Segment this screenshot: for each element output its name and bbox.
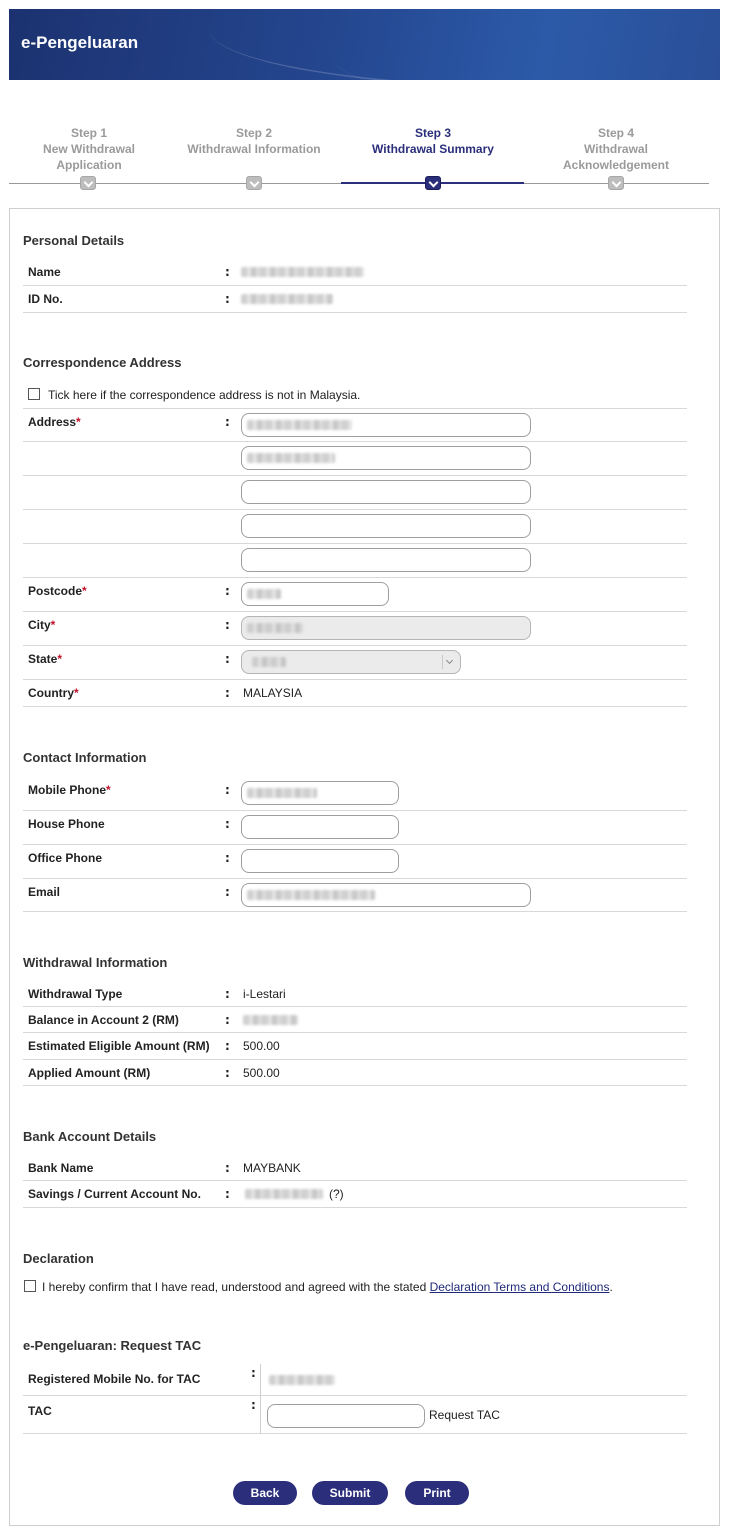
personal-details-title: Personal Details bbox=[23, 233, 125, 248]
office-phone-input[interactable] bbox=[241, 849, 399, 873]
address-row-2 bbox=[23, 442, 687, 476]
address-row-4 bbox=[23, 510, 687, 544]
email-row: Email : bbox=[23, 879, 687, 912]
postcode-row: Postcode* : bbox=[23, 578, 687, 612]
office-phone-row: Office Phone : bbox=[23, 845, 687, 879]
house-phone-input[interactable] bbox=[241, 815, 399, 839]
bank-name-row: Bank Name : MAYBANK bbox=[23, 1155, 687, 1181]
withdrawal-type-value: i-Lestari bbox=[243, 987, 286, 1001]
postcode-input[interactable] bbox=[241, 582, 389, 606]
state-row: State* : bbox=[23, 646, 687, 680]
correspondence-address-title: Correspondence Address bbox=[23, 355, 182, 370]
tac-mobile-redacted bbox=[269, 1375, 335, 1385]
declaration-terms-link[interactable]: Declaration Terms and Conditions bbox=[429, 1280, 610, 1294]
step-1-marker-icon bbox=[80, 176, 96, 190]
mobile-phone-row: Mobile Phone* : bbox=[23, 777, 687, 811]
state-select[interactable] bbox=[241, 650, 461, 674]
request-tac-title: e-Pengeluaran: Request TAC bbox=[23, 1338, 202, 1353]
house-phone-row: House Phone : bbox=[23, 811, 687, 845]
step-1: Step 1 New Withdrawal Application bbox=[43, 126, 135, 172]
chevron-down-icon bbox=[442, 655, 456, 669]
back-button[interactable]: Back bbox=[233, 1481, 297, 1505]
step-3-marker-icon bbox=[425, 176, 441, 190]
print-button[interactable]: Print bbox=[405, 1481, 469, 1505]
bank-account-details-title: Bank Account Details bbox=[23, 1129, 157, 1144]
progress-stepper bbox=[9, 125, 709, 195]
address-line-4-input[interactable] bbox=[241, 514, 531, 538]
applied-amount-row: Applied Amount (RM) : 500.00 bbox=[23, 1060, 687, 1086]
summary-panel bbox=[9, 208, 720, 1526]
step-4: Step 4 Withdrawal Acknowledgement bbox=[562, 126, 670, 172]
name-value-redacted bbox=[241, 267, 364, 277]
app-title: e-Pengeluaran bbox=[21, 33, 139, 52]
id-value-redacted bbox=[241, 294, 333, 304]
city-row: City* : bbox=[23, 612, 687, 646]
tac-input[interactable] bbox=[267, 1404, 425, 1428]
request-tac-link[interactable]: Request TAC bbox=[429, 1408, 500, 1422]
mobile-phone-input[interactable] bbox=[241, 781, 399, 805]
withdrawal-information-title: Withdrawal Information bbox=[23, 955, 168, 970]
estimated-amount-row: Estimated Eligible Amount (RM) : 500.00 bbox=[23, 1033, 687, 1060]
id-row: ID No. : bbox=[23, 286, 687, 313]
country-value: MALAYSIA bbox=[243, 686, 303, 700]
declaration-checkbox[interactable] bbox=[24, 1280, 36, 1292]
account-number-row: Savings / Current Account No. : (?) bbox=[23, 1181, 687, 1208]
step-4-marker-icon bbox=[608, 176, 624, 190]
estimated-amount-value: 500.00 bbox=[243, 1039, 280, 1053]
step-3: Step 3 Withdrawal Summary bbox=[372, 126, 494, 156]
country-row: Country* : MALAYSIA bbox=[23, 680, 687, 707]
name-row: Name : bbox=[23, 259, 687, 286]
address-line-5-input[interactable] bbox=[241, 548, 531, 572]
not-malaysia-label: Tick here if the correspondence address is not in Malaysia. bbox=[48, 388, 361, 402]
declaration-text: I hereby confirm that I have read, understood and agreed with the stated Declaration Terms and Conditions. bbox=[42, 1280, 613, 1294]
email-input[interactable] bbox=[241, 883, 531, 907]
address-row-1: Address* : bbox=[23, 408, 687, 442]
declaration-title: Declaration bbox=[23, 1251, 94, 1266]
contact-information-title: Contact Information bbox=[23, 750, 147, 765]
step-2-marker-icon bbox=[246, 176, 262, 190]
tac-mobile-row: Registered Mobile No. for TAC : bbox=[23, 1362, 687, 1396]
balance-row: Balance in Account 2 (RM) : bbox=[23, 1007, 687, 1033]
tac-row: TAC : Request TAC bbox=[23, 1396, 687, 1434]
address-row-3 bbox=[23, 476, 687, 510]
submit-button[interactable]: Submit bbox=[312, 1481, 388, 1505]
applied-amount-value: 500.00 bbox=[243, 1066, 280, 1080]
address-line-3-input[interactable] bbox=[241, 480, 531, 504]
address-line-1-input[interactable] bbox=[241, 413, 531, 437]
step-2: Step 2 Withdrawal Information bbox=[187, 126, 321, 156]
address-line-2-input[interactable] bbox=[241, 446, 531, 470]
account-help-link[interactable]: (?) bbox=[329, 1187, 344, 1201]
withdrawal-type-row: Withdrawal Type : i-Lestari bbox=[23, 981, 687, 1007]
address-row-5 bbox=[23, 544, 687, 578]
account-number-redacted bbox=[245, 1189, 323, 1199]
balance-value-redacted bbox=[243, 1015, 298, 1025]
not-malaysia-checkbox[interactable] bbox=[28, 388, 40, 400]
app-header bbox=[9, 9, 720, 80]
city-input bbox=[241, 616, 531, 640]
bank-name-value: MAYBANK bbox=[243, 1161, 301, 1175]
